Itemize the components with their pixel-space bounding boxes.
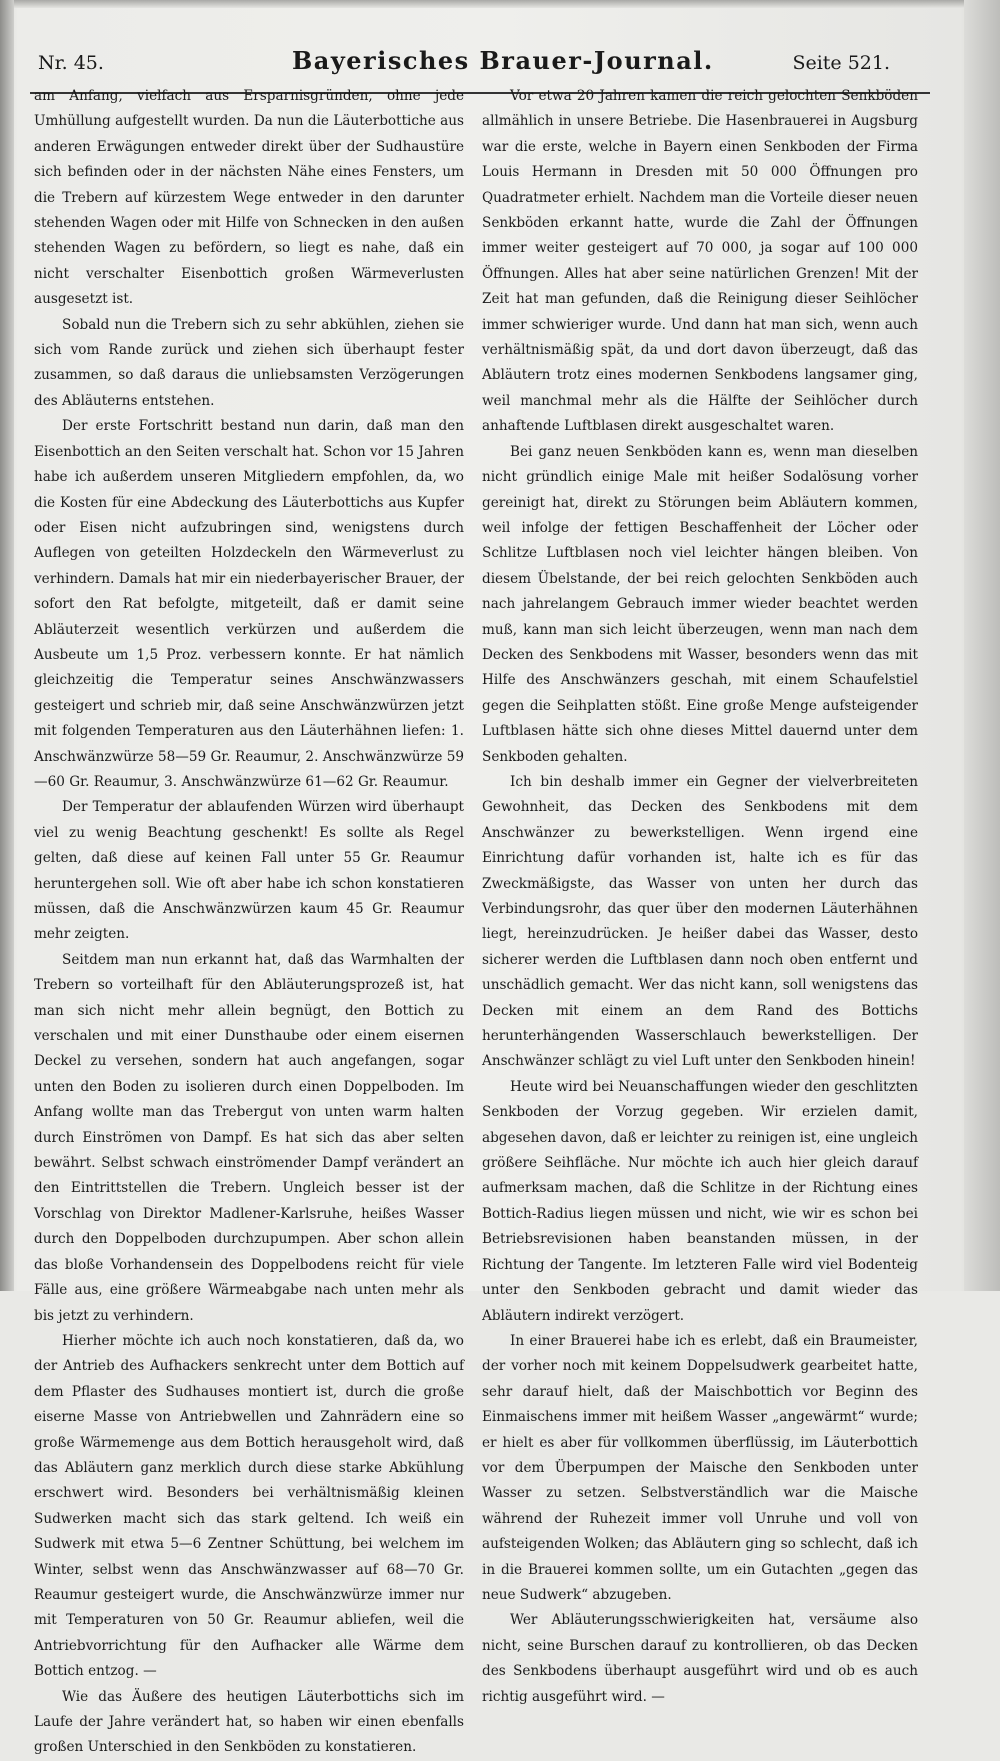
paragraph: Wer Abläuterungsschwierigkeiten hat, versäume also nicht, seine Burschen darauf zu kontrollieren, ob das Decken des Senkbodens überhaupt ausgeführt wird und ob es auch richtig ausgeführt wird. — [482, 1612, 918, 1705]
paragraph: Seitdem man nun erkannt hat, daß das Warmhalten der Trebern so vorteilhaft für den Abläuterungsprozeß ist, hat man sich nicht mehr allein begnügt, den Bottich zu verschalen und mit einer Dunsthaube oder einem eisernen Deckel zu versehen, sondern hat auch angefangen, sogar unten den Boden zu isolieren durch einen Doppelboden. Im Anfang wollte man das Trebergut von unten warm halten durch Einströmen von Dampf. Es hat sich das aber selten bewährt. Selbst schwach einströmender Dampf verändert an den Eintrittstellen die Trebern. Ungleich besser ist der Vorschlag von Direktor Madlener-Karlsruhe, heißes Wasser durch den Doppelboden durchzupumpen. Aber schon allein das bloße Vorhandensein des Doppelbodens reicht für viele Fälle aus, eine größere Wärmeabgabe nach unten mehr als bis jetzt zu verhindern. [34, 951, 464, 1324]
page-number: Seite 521. [792, 52, 890, 74]
journal-page [30, 40, 950, 1756]
paragraph: Vor etwa 20 Jahren kamen die reich gelochten Senkböden allmählich in unsere Betriebe. Die Hasenbrauerei in Augsburg war die erste, welche in Bayern einen Senkboden der Firma Louis Hermann in Dresden mit 50 000 Öffnungen pro Quadratmeter erhielt. Nachdem man die Vorteile dieser neuen Senkböden erkannt hatte, wurde die Zahl der Öffnungen immer weiter gesteigert auf 70 000, ja sogar auf 100 000 Öffnungen. Alles hat aber seine natürlichen Grenzen! Mit der Zeit hat man gefunden, daß die Reinigung dieser Seihlöcher immer schwieriger wurde. Und dann hat man sich, wenn auch verhältnismäßig spät, da und dort davon überzeugt, daß das Abläutern trotz eines modernen Senkbodens langsamer ging, weil manchmal mehr als die Hälfte der Seihlöcher durch anhaftende Luftblasen direkt ausgeschaltet waren. [482, 88, 918, 435]
paragraph: Bei ganz neuen Senkböden kann es, wenn man dieselben nicht gründlich einige Male mit heißer Sodalösung vorher gereinigt hat, direkt zu Störungen beim Abläutern kommen, weil infolge der fettigen Beschaffenheit der Löcher oder Schlitze Luftblasen noch viel leichter hängen bleiben. Von diesem Übelstande, der bei reich gelochten Senkböden auch nach jahrelangem Gebrauch immer wieder beachtet werden muß, kann man sich leicht überzeugen, wenn man nach dem Decken des Senkbodens mit Wasser, besonders wenn das mit Hilfe des Anschwänzers geschah, mit einem Schaufelstiel gegen die Seihplatten stößt. Eine große Menge aufsteigender Luftblasen hätte sich ohne dieses Mittel dauernd unter dem Senkboden gehalten. [482, 443, 918, 765]
paragraph: Sobald nun die Trebern sich zu sehr abkühlen, ziehen sie sich vom Rande zurück und ziehen sich überhaupt fester zusammen, so daß daraus die unliebsamsten Verzögerungen des Abläuterns entstehen. [34, 316, 464, 409]
page-header [30, 46, 930, 86]
paragraph: am Anfang, vielfach aus Ersparnisgründen, ohne jede Umhüllung aufgestellt wurden. Da nun die Läuterbottiche aus anderen Erwägungen entweder direkt über der Sudhaustüre sich befinden oder in der nächsten Nähe eines Fensters, um die Trebern auf kürzestem Wege entweder in den darunter stehenden Wagen oder mit Hilfe von Schnecken in den außen stehenden Wagen zu befördern, so liegt es nahe, daß ein nicht verschalter Eisenbottich großen Wärmeverlusten ausgesetzt ist. [34, 88, 464, 308]
paragraph: Heute wird bei Neuanschaffungen wieder den geschlitzten Senkboden der Vorzug gegeben. Wir erzielen damit, abgesehen davon, daß er leichter zu reinigen ist, eine ungleich größere Seihfläche. Nur möchte ich auch hier gleich darauf aufmerksam machen, daß die Schlitze in der Richtung eines Bottich-Radius liegen müssen und nicht, wie wir es schon bei Betriebsrevisionen haben beanstanden müssen, in der Richtung der Tangente. Im letzteren Falle wird viel Bodenteig unter den Senkboden gebracht und damit wieder das Abläutern indirekt verzögert. [482, 1078, 918, 1324]
paragraph: In einer Brauerei habe ich es erlebt, daß ein Braumeister, der vorher noch mit keinem Doppelsudwerk gearbeitet hatte, sehr darauf hielt, daß der Maischbottich vor Beginn des Einmaischens immer mit heißem Wasser „angewärmt“ wurde; er hielt es aber für vollkommen überflüssig, im Läuterbottich vor dem Überpumpen der Maische den Senkboden unter Wasser zu setzen. Selbstverständlich war die Maische während der Ruhezeit immer voll Unruhe und voll von aufsteigenden Wolken; das Abläutern ging so schlecht, daß ich in die Brauerei kommen sollte, um ein Gutachten „gegen das neue Sudwerk“ abzugeben. [482, 1332, 918, 1603]
journal-title: Bayerisches Brauer-Journal. [292, 46, 714, 75]
paragraph: Ich bin deshalb immer ein Gegner der vielverbreiteten Gewohnheit, das Decken des Senkbodens mit dem Anschwänzer zu bewerkstelligen. Wenn irgend eine Einrichtung dafür vorhanden ist, halte ich es für das Zweckmäßigste, das Wasser von unten her durch das Verbindungsrohr, das quer über den modernen Läuterhähnen liegt, hereinzudrücken. Je heißer dabei das Wasser, desto sicherer werden die Luftblasen dann noch oben entfernt und unschädlich gemacht. Wer das nicht kann, soll wenigstens das Decken mit einem an dem Rand des Bottichs herunterhängenden Wasserschlauch bewerkstelligen. Der Anschwänzer schlägt zu viel Luft unter den Senkboden hinein! [482, 773, 918, 1070]
paragraph: Wie das Äußere des heutigen Läuterbottichs sich im Laufe der Jahre verändert hat, so haben wir einen ebenfalls großen Unterschied in den Senkböden zu konstatieren. [34, 1688, 464, 1756]
paragraph: Der Temperatur der ablaufenden Würzen wird überhaupt viel zu wenig Beachtung geschenkt! Es sollte als Regel gelten, daß diese auf keinen Fall unter 55 Gr. Reaumur heruntergehen soll. Wie oft aber habe ich schon konstatieren müssen, daß die Anschwänzwürzen kaum 45 Gr. Reaumur mehr zeigten. [34, 799, 464, 943]
right-column [482, 84, 918, 1705]
paragraph: Hierher möchte ich auch noch konstatieren, daß da, wo der Antrieb des Aufhackers senkrecht unter dem Bottich auf dem Pflaster des Sudhauses montiert ist, durch die große eiserne Masse von Antriebwellen und Zahnrädern eine so große Wärmemenge aus dem Bottich herausgeholt wird, daß das Abläutern ganz merklich durch diese starke Abkühlung erschwert wird. Besonders bei verhältnismäßig kleinen Sudwerken macht sich das stark geltend. Ich weiß ein Sudwerk mit etwa 5—6 Zentner Schüttung, bei welchem im Winter, selbst wenn das Anschwänzwasser auf 68—70 Gr. Reaumur gesteigert wurde, die Anschwänzwürze immer nur mit Temperaturen von 50 Gr. Reaumur abliefen, weil die Antriebvorrichtung für den Aufhacker alle Wärme dem Bottich entzog. — [34, 1332, 464, 1680]
page-left-edge [0, 0, 14, 1291]
issue-number: Nr. 45. [38, 52, 104, 74]
left-column [34, 84, 465, 1756]
paragraph: Der erste Fortschritt bestand nun darin, daß man den Eisenbottich an den Seiten verschalt hat. Schon vor 15 Jahren habe ich außerdem unseren Mitgliedern empfohlen, da, wo die Kosten für eine Abdeckung des Läuterbottichs aus Kupfer oder Eisen nicht aufzubringen sind, wenigstens durch Auflegen von geteilten Holzdeckeln den Wärmeverlust zu verhindern. Damals hat mir ein niederbayerischer Brauer, der sofort den Rat befolgte, mitgeteilt, daß er damit seine Abläuterzeit wesentlich verkürzen und außerdem die Ausbeute um 1,5 Proz. verbessern konnte. Er hat nämlich gleichzeitig die Temperatur seines Anschwänzwassers gesteigert und schrieb mir, daß seine Anschwänzwürzen jetzt mit folgenden Temperaturen aus den Läuterhähnen liefen: 1. Anschwänzwürze 58—59 Gr. Reaumur, 2. Anschwänzwürze 59—60 Gr. Reaumur, 3. Anschwänzwürze 61—62 Gr. Reaumur. [34, 418, 465, 790]
page-right-edge [964, 0, 1000, 1291]
page-top-edge [0, 0, 1000, 8]
